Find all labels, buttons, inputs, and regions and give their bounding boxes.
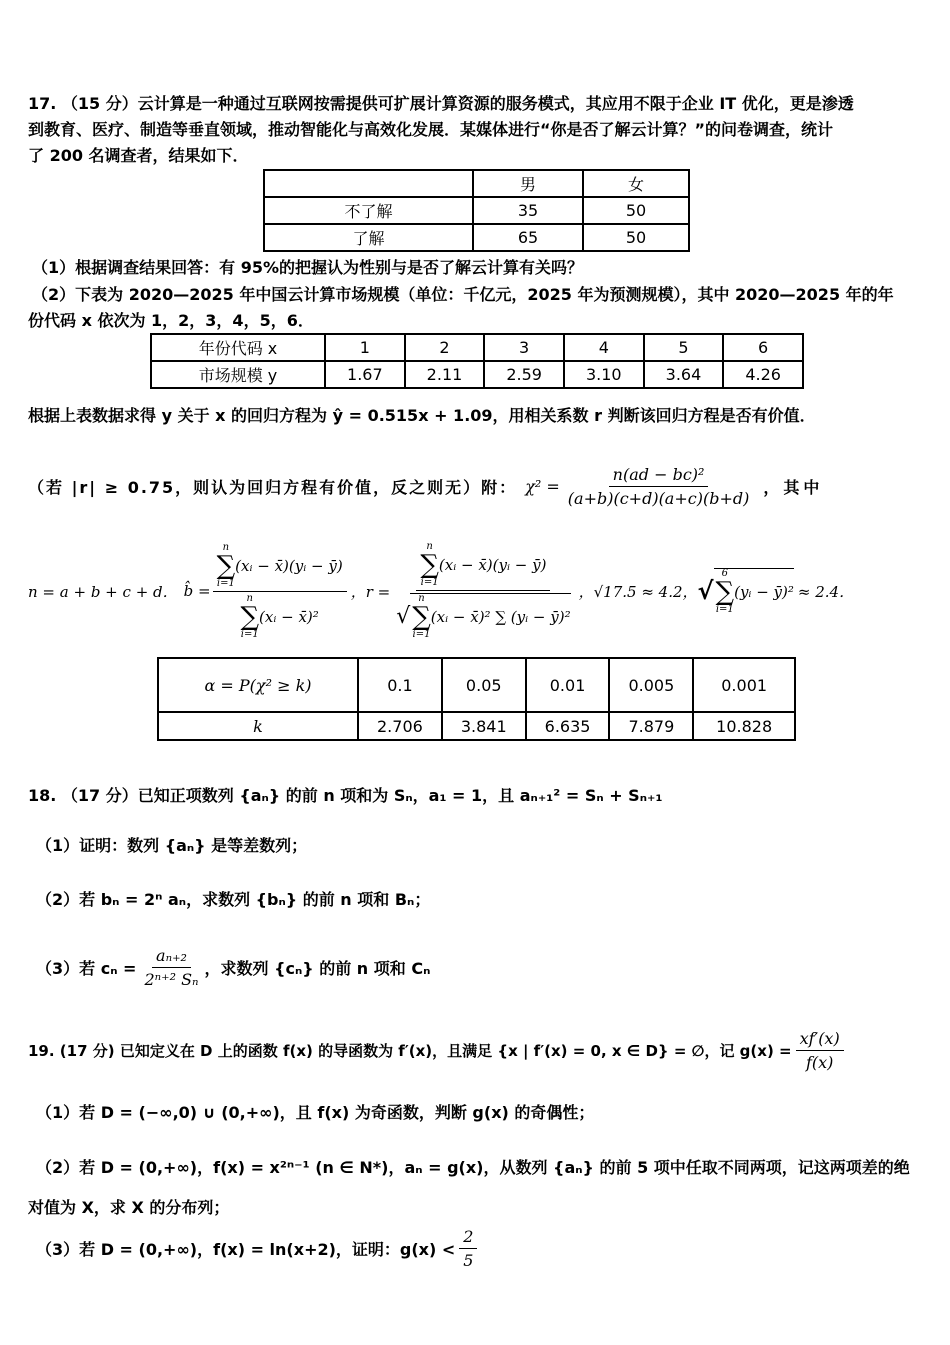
market-row-label: 市场规模 y (151, 361, 325, 388)
g-numerator: xf′(x) (796, 1029, 844, 1051)
market-code: 6 (723, 334, 803, 361)
alpha-value: 0.01 (526, 658, 610, 712)
q18-part-3 (36, 940, 430, 994)
market-value: 2.11 (405, 361, 485, 388)
sqrt-sum-value: ≈ 2.4． (797, 582, 855, 601)
r-denominator: (xᵢ − x̄)² ∑ (yᵢ − ȳ)² (430, 608, 571, 626)
chi-lhs: χ² = (525, 476, 560, 496)
k-value: 10.828 (693, 712, 795, 740)
k-value: 7.879 (609, 712, 693, 740)
alpha-value: 0.05 (442, 658, 526, 712)
sqrt-icon: √ (697, 577, 714, 605)
q19-part-2-line-2: 对值为 X，求 X 的分布列； (28, 1198, 230, 1217)
critical-value-table (157, 657, 796, 741)
q18-part-3-tail: ，求数列 {cₙ} 的前 n 项和 Cₙ (204, 958, 431, 978)
r-formula: n ∑ i=1 (xᵢ − x̄)(yᵢ − ȳ) √ n ∑ i=1 (xᵢ − x̄)² ∑ (yᵢ − ȳ)² (396, 541, 571, 640)
market-value: 4.26 (723, 361, 803, 388)
sqrt-175: ，√17.5 ≈ 4.2， (578, 582, 698, 601)
bhat-numerator: (xᵢ − x̄)(yᵢ − ȳ) (235, 556, 343, 575)
r-numerator: (xᵢ − x̄)(yᵢ − ȳ) (438, 556, 547, 574)
q18-part-2: （2）若 bₙ = 2ⁿ aₙ，求数列 {bₙ} 的前 n 项和 Bₙ； (36, 890, 431, 909)
alpha-value: 0.005 (609, 658, 693, 712)
q18-part-1: （1）证明：数列 {aₙ} 是等差数列； (36, 836, 308, 855)
market-code: 2 (405, 334, 485, 361)
bound-fraction (459, 1227, 477, 1270)
q17-part-2-line-2: 份代码 x 依次为 1，2，3，4，5，6． (28, 311, 314, 330)
g-denominator: f(x) (805, 1052, 834, 1072)
survey-row-label: 了解 (264, 224, 473, 251)
survey-cell: 50 (583, 224, 689, 251)
survey-header-female: 女 (583, 170, 689, 197)
q17-line-3: 了 200 名调查者，结果如下． (28, 146, 249, 165)
market-code: 1 (325, 334, 405, 361)
survey-cell: 65 (473, 224, 583, 251)
survey-cell: 50 (583, 197, 689, 224)
alpha-value: 0.1 (358, 658, 442, 712)
alpha-label: α = P(χ² ≥ k) (158, 658, 358, 712)
note-suffix: ，其中 (763, 477, 824, 497)
note-prefix: （若 |r| ≥ 0.75，则认为回归方程有价值，反之则无）附： (28, 477, 518, 497)
chi-denominator: (a+b)(c+d)(a+c)(b+d) (567, 488, 750, 508)
q18-stem: 18. （17 分）已知正项数列 {aₙ} 的前 n 项和为 Sₙ，a₁ = 1，且 aₙ₊₁² = Sₙ + Sₙ₊₁ (28, 786, 663, 805)
survey-cell: 35 (473, 197, 583, 224)
bhat-formula: n ∑ i=1 (xᵢ − x̄)(yᵢ − ȳ) n ∑ i=1 (xᵢ − x̄)² (213, 543, 347, 640)
k-value: 6.635 (526, 712, 610, 740)
c-numerator: aₙ₊₂ (152, 946, 191, 968)
survey-table (263, 169, 690, 252)
market-value: 3.10 (564, 361, 644, 388)
bhat-lhs: b̂ = (183, 582, 211, 600)
q17-line-1: 17. （15 分）云计算是一种通过互联网按需提供可扩展计算资源的服务模式，其应用不限于企业 IT 优化，更是渗透 (28, 94, 854, 113)
bhat-denominator: (xᵢ − x̄)² (259, 607, 319, 626)
r-lhs: ，r = (350, 582, 391, 601)
alpha-value: 0.001 (693, 658, 795, 712)
market-table (150, 333, 804, 389)
market-value: 1.67 (325, 361, 405, 388)
q19-part-3 (36, 1222, 477, 1274)
market-row-label: 年份代码 x (151, 334, 325, 361)
market-code: 3 (484, 334, 564, 361)
market-value: 3.64 (644, 361, 724, 388)
chi-formula (564, 465, 754, 508)
q19-stem-block (28, 1024, 844, 1076)
bound-denominator: 5 (463, 1250, 474, 1270)
market-code: 4 (564, 334, 644, 361)
regression-text: 根据上表数据求得 y 关于 x 的回归方程为 ŷ = 0.515x + 1.09，用相关系数 r 判断该回归方程是否有价值． (28, 406, 816, 425)
market-value: 2.59 (484, 361, 564, 388)
g-formula (796, 1029, 844, 1072)
sqrt-sum: (yᵢ − ȳ)² (734, 582, 794, 601)
q19-stem: 19. (17 分) 已知定义在 D 上的函数 f(x) 的导函数为 f′(x)，且满足 {x | f′(x) = 0, x ∈ D} = ∅，记 g(x) = (28, 1041, 792, 1060)
survey-header-male: 男 (473, 170, 583, 197)
chi-note (28, 458, 823, 514)
survey-row-label: 不了解 (264, 197, 473, 224)
q18-part-3-lead: （3）若 cₙ = (36, 958, 137, 978)
sqrt-sum-block: 6 ∑ i=1 (yᵢ − ȳ)² (715, 567, 794, 615)
q19-part-3-lead: （3）若 D = (0,+∞)，f(x) = ln(x+2)，证明：g(x) < (36, 1239, 456, 1259)
formula-line (28, 536, 854, 646)
chi-numerator: n(ad − bc)² (609, 465, 709, 487)
q19-part-1: （1）若 D = (−∞,0) ∪ (0,+∞)，且 f(x) 为奇函数，判断 g(x) 的奇偶性； (36, 1103, 595, 1122)
q17-line-2: 到教育、医疗、制造等垂直领域，推动智能化与高效化发展．某媒体进行“你是否了解云计算？”的问卷调查，统计 (28, 120, 834, 139)
q19-part-2-line-1: （2）若 D = (0,+∞)，f(x) = x²ⁿ⁻¹ (n ∈ N*)，aₙ = g(x)，从数列 {aₙ} 的前 5 项中任取不同两项，记这两项差的绝 (36, 1158, 910, 1177)
survey-header-blank (264, 170, 473, 197)
q17-part-2-line-1: （2）下表为 2020—2025 年中国云计算市场规模（单位：千亿元，2025 年为预测规模），其中 2020—2025 年的年 (32, 285, 894, 304)
c-denominator: 2ⁿ⁺² Sₙ (144, 969, 199, 989)
bound-numerator: 2 (459, 1227, 477, 1249)
k-value: 2.706 (358, 712, 442, 740)
market-code: 5 (644, 334, 724, 361)
k-label: k (158, 712, 358, 740)
k-value: 3.841 (442, 712, 526, 740)
n-def: n = a + b + c + d． (28, 582, 178, 601)
q17-part-1: （1）根据调查结果回答：有 95%的把握认为性别与是否了解云计算有关吗？ (32, 258, 584, 277)
c-formula (140, 946, 202, 989)
